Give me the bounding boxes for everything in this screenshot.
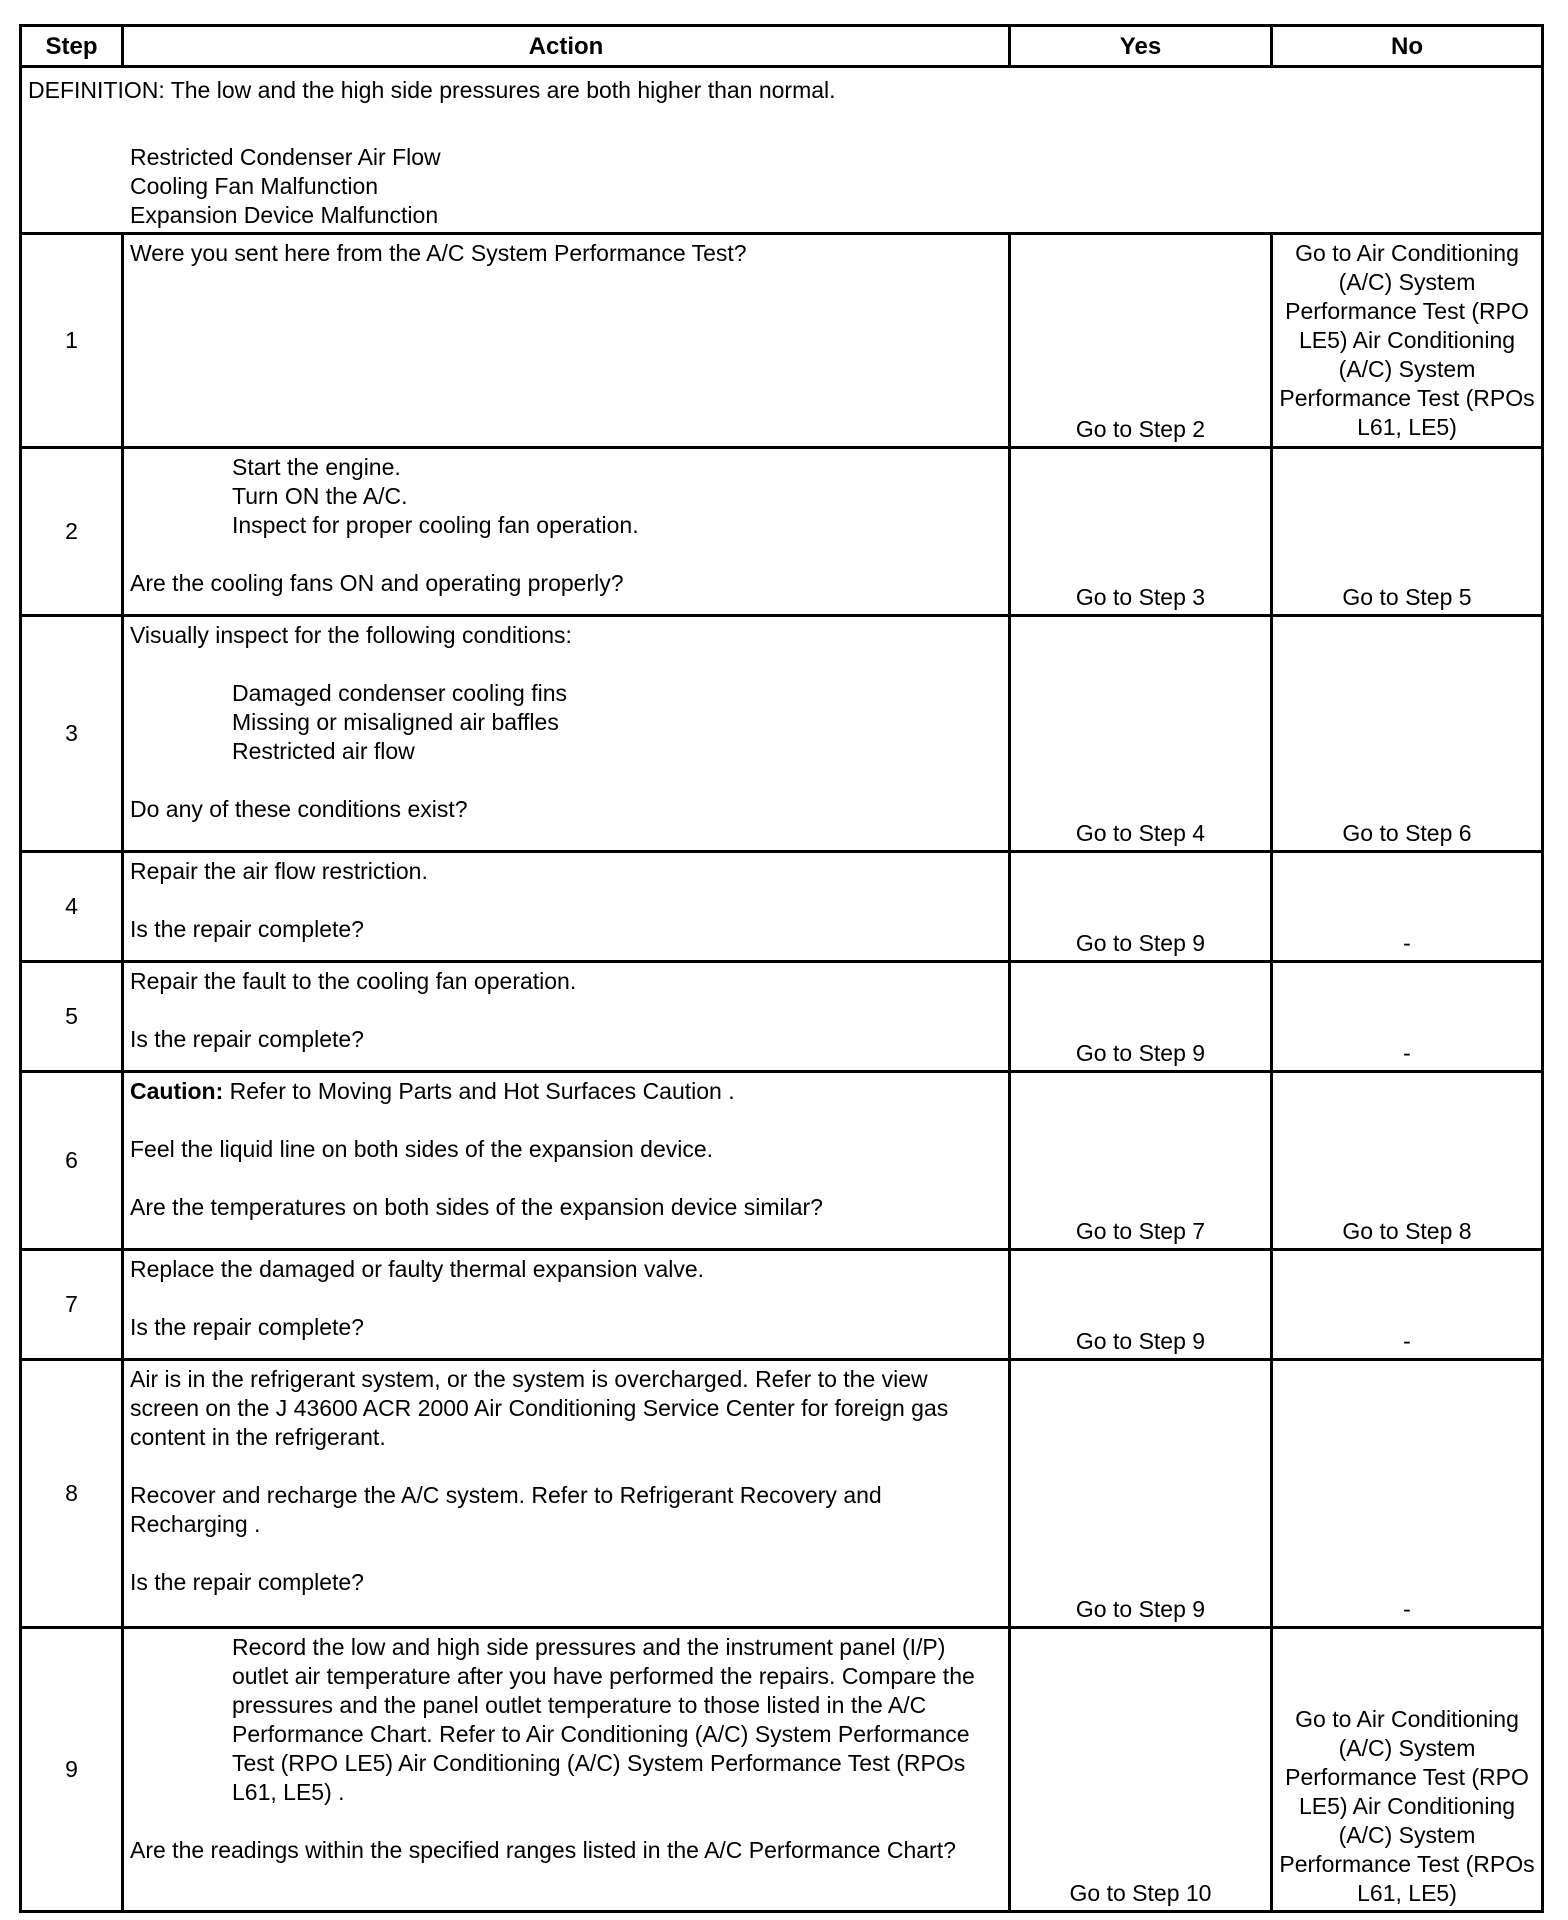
action-item: Damaged condenser cooling fins [232,680,567,706]
action-intro: Repair the air flow restriction. [130,858,428,884]
definition-text: DEFINITION: The low and the high side pressures are both higher than normal. [28,77,836,103]
action-intro: Feel the liquid line on both sides of the expansion device. [130,1136,714,1162]
action-item: Inspect for proper cooling fan operation. [232,512,639,538]
action-cell [123,616,1010,852]
cause-item: Restricted Condenser Air Flow [130,144,441,170]
cause-list [28,143,1535,230]
action-question: Were you sent here from the A/C System Performance Test? [130,240,747,266]
action-intro: Air is in the refrigerant system, or the system is overcharged. Refer to the view screen on the J 43600 ACR 2000 Air Conditioning Service Center for foreign gas content in the refrigerant. [130,1366,949,1450]
table-row [21,234,1543,448]
table-row [21,1072,1543,1250]
step-number: 3 [21,616,123,852]
header-step: Step [21,26,123,67]
no-link[interactable]: Go to Air Conditioning (A/C) System Performance Test (RPO LE5) Air Conditioning (A/C) System Performance Test (RPOs L61, LE5) [1272,1628,1543,1912]
no-link: - [1272,852,1543,962]
header-action: Action [123,26,1010,67]
action-intro-2: Recover and recharge the A/C system. Refer to Refrigerant Recovery and Recharging . [130,1482,882,1537]
definition-row [21,67,1543,234]
cause-item: Cooling Fan Malfunction [130,173,379,199]
action-question: Do any of these conditions exist? [130,796,468,822]
yes-link[interactable]: Go to Step 7 [1010,1072,1272,1250]
header-row [21,26,1543,67]
caution-note [130,1077,1002,1106]
no-link: - [1272,962,1543,1072]
no-link[interactable]: Go to Step 8 [1272,1072,1543,1250]
table-row [21,852,1543,962]
action-item: Missing or misaligned air baffles [232,709,559,735]
diagnostic-table-page [19,24,1541,1913]
header-no: No [1272,26,1543,67]
action-cell [123,852,1010,962]
action-question: Are the temperatures on both sides of the expansion device similar? [130,1194,823,1220]
action-cell [123,1360,1010,1628]
table-row [21,448,1543,616]
action-cell [123,1628,1010,1912]
table-row [21,1628,1543,1912]
action-intro: Visually inspect for the following conditions: [130,622,572,648]
yes-link[interactable]: Go to Step 2 [1010,234,1272,448]
action-question: Are the cooling fans ON and operating properly? [130,570,624,596]
action-question: Is the repair complete? [130,916,364,942]
yes-link[interactable]: Go to Step 10 [1010,1628,1272,1912]
table-row [21,1360,1543,1628]
action-item: Turn ON the A/C. [232,483,408,509]
action-intro: Replace the damaged or faulty thermal expansion valve. [130,1256,705,1282]
diagnostic-table [19,24,1544,1913]
no-link[interactable]: Go to Air Conditioning (A/C) System Performance Test (RPO LE5) Air Conditioning (A/C) System Performance Test (RPOs L61, LE5) [1272,234,1543,448]
no-link[interactable]: Go to Step 5 [1272,448,1543,616]
yes-link[interactable]: Go to Step 4 [1010,616,1272,852]
step-number: 6 [21,1072,123,1250]
action-cell [123,1072,1010,1250]
action-item: Start the engine. [232,454,401,480]
action-item: Record the low and high side pressures and the instrument panel (I/P) outlet air temperature after you have performed the repairs. Compare the pressures and the panel outlet temperature to those listed in the A/C Performance Chart. Refer to Air Conditioning (A/C) System Performance Test (RPO LE5) Air Conditioning (A/C) System Performance Test (RPOs L61, LE5) . [232,1634,975,1805]
no-link: - [1272,1250,1543,1360]
caution-label: Caution: [130,1078,224,1104]
action-cell [123,962,1010,1072]
header-yes: Yes [1010,26,1272,67]
yes-link[interactable]: Go to Step 9 [1010,1360,1272,1628]
step-number: 4 [21,852,123,962]
table-row [21,616,1543,852]
yes-link[interactable]: Go to Step 3 [1010,448,1272,616]
step-number: 8 [21,1360,123,1628]
action-question: Is the repair complete? [130,1314,364,1340]
action-item: Restricted air flow [232,738,415,764]
no-link: - [1272,1360,1543,1628]
step-number: 1 [21,234,123,448]
caution-link[interactable]: Refer to Moving Parts and Hot Surfaces Caution . [223,1078,735,1104]
yes-link[interactable]: Go to Step 9 [1010,962,1272,1072]
action-question: Is the repair complete? [130,1569,364,1595]
action-cell [123,1250,1010,1360]
cause-item: Expansion Device Malfunction [130,202,439,228]
step-number: 7 [21,1250,123,1360]
step-number: 2 [21,448,123,616]
action-question: Are the readings within the specified ranges listed in the A/C Performance Chart? [130,1837,956,1863]
action-intro: Repair the fault to the cooling fan operation. [130,968,577,994]
yes-link[interactable]: Go to Step 9 [1010,852,1272,962]
definition-cell [21,67,1543,234]
yes-link[interactable]: Go to Step 9 [1010,1250,1272,1360]
action-question: Is the repair complete? [130,1026,364,1052]
step-number: 5 [21,962,123,1072]
no-link[interactable]: Go to Step 6 [1272,616,1543,852]
action-cell [123,234,1010,448]
table-row [21,962,1543,1072]
action-cell [123,448,1010,616]
table-row [21,1250,1543,1360]
step-number: 9 [21,1628,123,1912]
